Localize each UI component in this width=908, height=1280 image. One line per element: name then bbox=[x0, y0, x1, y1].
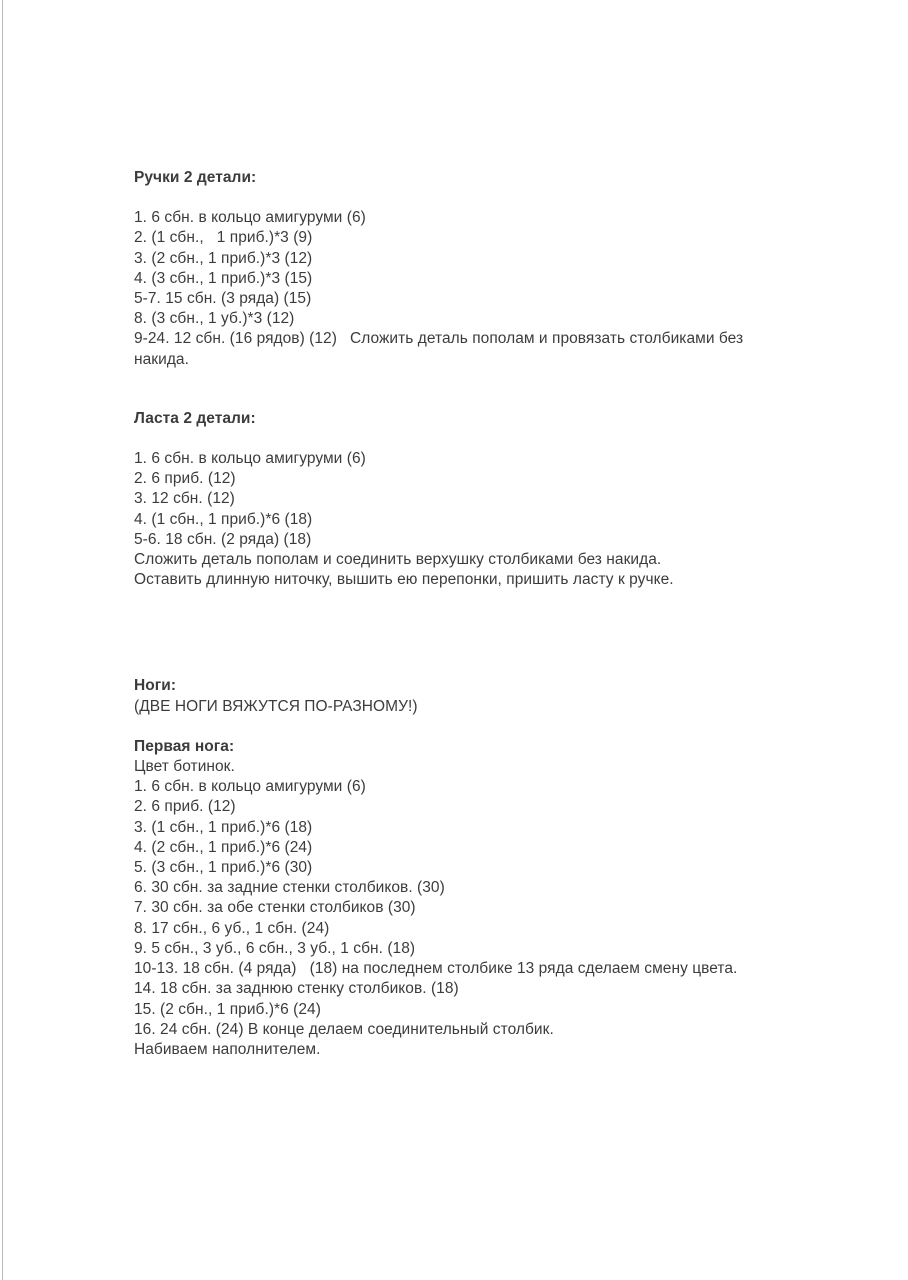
pattern-row: 1. 6 сбн. в кольцо амигуруми (6) bbox=[134, 450, 366, 468]
pattern-note: Сложить деталь пополам и соединить верхушку столбиками без накида. bbox=[134, 551, 662, 569]
page-left-rule bbox=[2, 0, 3, 1280]
pattern-row: 3. (2 сбн., 1 приб.)*3 (12) bbox=[134, 249, 313, 267]
pattern-row: 6. 30 сбн. за задние стенки столбиков. (30) bbox=[134, 879, 445, 897]
pattern-row: 7. 30 сбн. за обе стенки столбиков (30) bbox=[134, 899, 416, 917]
pattern-row: 1. 6 сбн. в кольцо амигуруми (6) bbox=[134, 778, 366, 796]
section-heading-ruchki: Ручки 2 детали: bbox=[134, 169, 257, 186]
pattern-row: 2. 6 приб. (12) bbox=[134, 798, 236, 816]
pattern-row: 4. (3 сбн., 1 приб.)*3 (15) bbox=[134, 269, 313, 287]
section-nogi bbox=[134, 676, 794, 716]
section-heading-pervaya-noga: Первая нога: bbox=[134, 737, 235, 755]
pattern-row: 2. (1 сбн., 1 приб.)*3 (9) bbox=[134, 229, 313, 247]
section-heading-nogi: Ноги: bbox=[134, 677, 177, 695]
pattern-row: 5-7. 15 сбн. (3 ряда) (15) bbox=[134, 290, 312, 308]
pattern-row: 16. 24 сбн. (24) В конце делаем соединительный столбик. bbox=[134, 1020, 554, 1038]
pattern-row: 5. (3 сбн., 1 приб.)*6 (30) bbox=[134, 859, 313, 877]
pattern-row: 8. 17 сбн., 6 уб., 1 сбн. (24) bbox=[134, 919, 330, 937]
spacer bbox=[134, 429, 794, 449]
pattern-row: 2. 6 приб. (12) bbox=[134, 470, 236, 488]
section-heading-lasta: Ласта 2 детали: bbox=[134, 409, 256, 427]
section-pervaya-noga bbox=[134, 737, 794, 1060]
pattern-row: 9-24. 12 сбн. (16 рядов) (12) Сложить деталь пополам и провязать столбиками без накида. bbox=[134, 330, 748, 368]
spacer bbox=[134, 590, 794, 676]
pattern-row: 1. 6 сбн. в кольцо амигуруми (6) bbox=[134, 209, 366, 227]
pattern-row: 4. (1 сбн., 1 приб.)*6 (18) bbox=[134, 510, 313, 528]
pattern-note: (ДВЕ НОГИ ВЯЖУТСЯ ПО-РАЗНОМУ!) bbox=[134, 697, 418, 715]
spacer bbox=[134, 370, 794, 409]
document-body bbox=[134, 168, 794, 1060]
pattern-row: 3. 12 сбн. (12) bbox=[134, 490, 235, 508]
spacer bbox=[134, 188, 794, 208]
pattern-row: 15. (2 сбн., 1 приб.)*6 (24) bbox=[134, 1000, 321, 1018]
spacer bbox=[134, 717, 794, 737]
pattern-note: Цвет ботинок. bbox=[134, 758, 235, 776]
pattern-row: 3. (1 сбн., 1 приб.)*6 (18) bbox=[134, 818, 313, 836]
section-lasta bbox=[134, 409, 794, 591]
pattern-row: 5-6. 18 сбн. (2 ряда) (18) bbox=[134, 530, 312, 548]
pattern-note: Набиваем наполнителем. bbox=[134, 1040, 321, 1058]
section-ruchki bbox=[134, 168, 794, 370]
pattern-row: 10-13. 18 сбн. (4 ряда) (18) на последнем столбике 13 ряда сделаем смену цвета. bbox=[134, 960, 738, 978]
pattern-row: 4. (2 сбн., 1 приб.)*6 (24) bbox=[134, 838, 313, 856]
pattern-row: 14. 18 сбн. за заднюю стенку столбиков. (18) bbox=[134, 980, 459, 998]
pattern-note: Оставить длинную ниточку, вышить ею перепонки, пришить ласту к ручке. bbox=[134, 571, 674, 589]
pattern-row: 8. (3 сбн., 1 уб.)*3 (12) bbox=[134, 310, 295, 328]
pattern-row: 9. 5 сбн., 3 уб., 6 сбн., 3 уб., 1 сбн. (18) bbox=[134, 939, 416, 957]
